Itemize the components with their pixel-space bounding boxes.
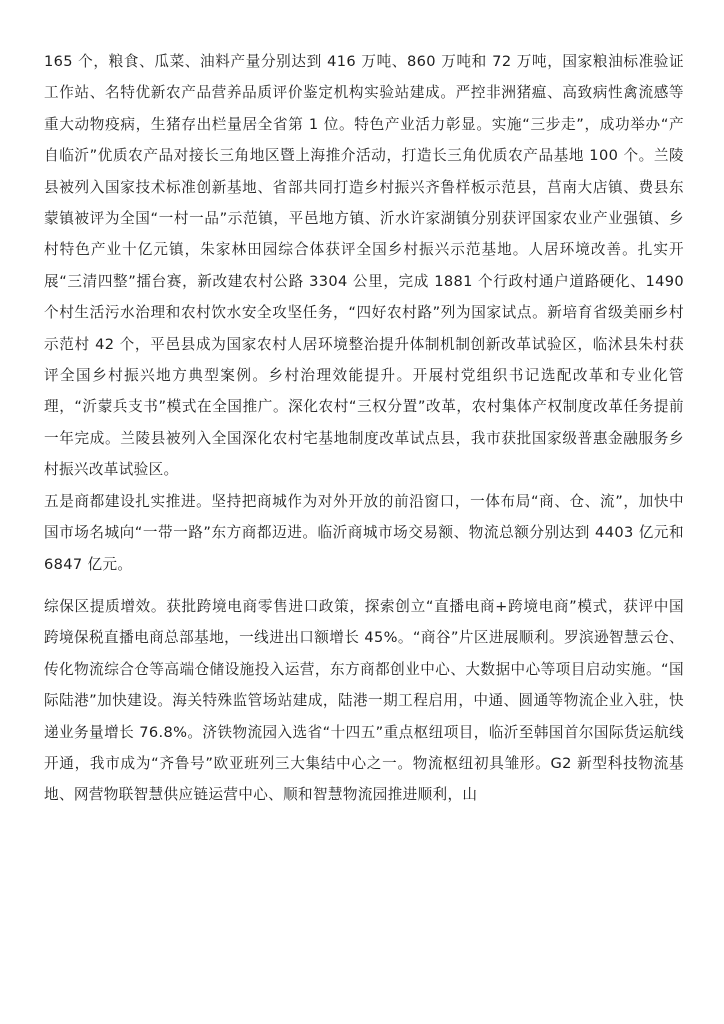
paragraph-commerce-construction: 五是商都建设扎实推进。坚持把商城作为对外开放的前沿窗口，一体布局“商、仓、流”，加快中国市场名城向“一带一路”东方商都迈进。临沂商城市场交易额、物流总额分别达到 4403 亿元和 6847 亿元。 (44, 492, 684, 573)
paragraph-rural-revitalization: 165 个，粮食、瓜菜、油料产量分别达到 416 万吨、860 万吨和 72 万吨，国家粮油标准验证工作站、名特优新农产品营养品质评价鉴定机构实验站建成。严控非洲猪瘟、高致病性禽流感等重大动物疫病，生猪存出栏量居全省第 1 位。特色产业活力彰显。实施“三步走”，成功举办“产自临沂”优质农产品对接长三角地区暨上海推介活动，打造长三角优质农产品基地 100 个。兰陵县被列入国家技术标准创新基地、省部共同打造乡村振兴齐鲁样板示范县，莒南大店镇、费县东蒙镇被评为全国“一村一品”示范镇，平邑地方镇、沂水许家湖镇分别获评国家农业产业强镇、乡村特色产业十亿元镇，朱家林田园综合体获评全国乡村振兴示范基地。人居环境改善。扎实开展“三清四整”擂台赛，新改建农村公路 3304 公里，完成 1881 个行政村通户道路硬化、1490 个村生活污水治理和农村饮水安全攻坚任务，“四好农村路”列为国家试点。新培育省级美丽乡村示范村 42 个，平邑县成为国家农村人居环境整治提升体制机制创新改革试验区，临沭县朱村获评全国乡村振兴地方典型案例。乡村治理效能提升。开展村党组织书记选配改革和专业化管理，“沂蒙兵支书”模式在全国推广。深化农村“三权分置”改革，农村集体产权制度改革任务提前一年完成。兰陵县被列入全国深化农村宅基地制度改革试点县，我市获批国家级普惠金融服务乡村振兴改革试验区。 (44, 53, 684, 479)
document-body (44, 46, 684, 811)
paragraph-bonded-zone: 综保区提质增效。获批跨境电商零售进口政策，探索创立“直播电商+跨境电商”模式，获评中国跨境保税直播电商总部基地，一线进出口额增长 45%。“商谷”片区进展顺利。罗滨逊智慧云仓、传化物流综合仓等高端仓储设施投入运营，东方商都创业中心、大数据中心等项目启动实施。“国际陆港”加快建设。海关特殊监管场站建成，陆港一期工程启用，中通、圆通等物流企业入驻，快递业务量增长 76.8%。济铁物流园入选省“十四五”重点枢纽项目，临沂至韩国首尔国际货运航线开通，我市成为“齐鲁号”欧亚班列三大集结中心之一。物流枢纽初具雏形。G2 新型科技物流基地、网营物联智慧供应链运营中心、顺和智慧物流园推进顺利，山 (44, 597, 684, 804)
